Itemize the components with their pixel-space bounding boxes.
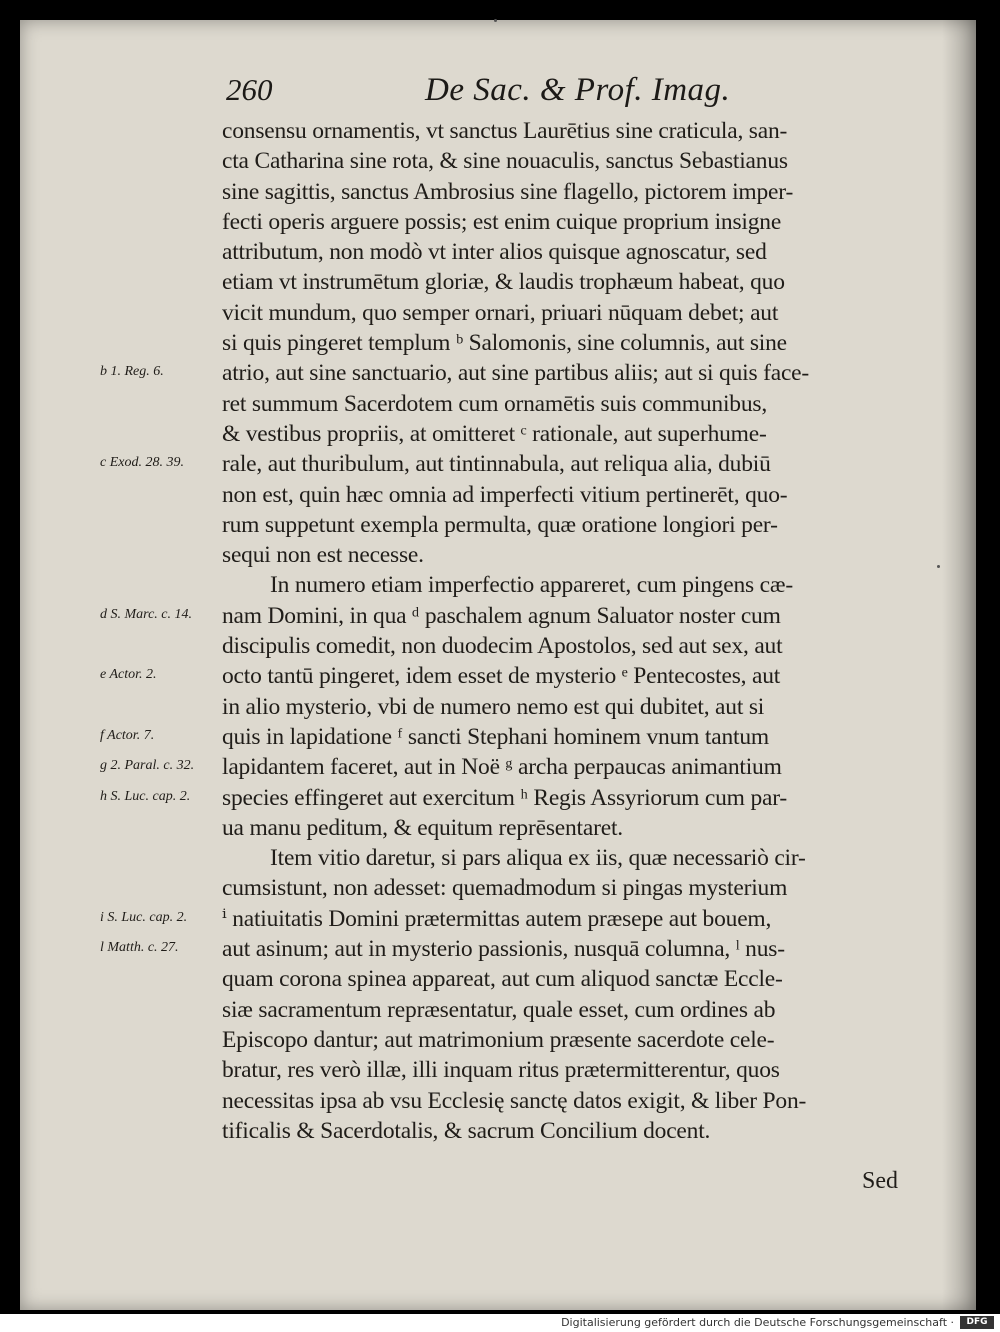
text-line: vicit mundum, quo semper ornari, priuari nūquam debet; aut — [222, 299, 779, 326]
text-line: attributum, non modò vt inter alios quisque agnoscatur, sed — [222, 239, 767, 266]
text-line: in alio mysterio, vbi de numero nemo est qui dubitet, aut si — [222, 693, 765, 720]
text-line: non est, quin hæc omnia ad imperfecti vitium pertinerēt, quo- — [222, 481, 788, 508]
funding-credit: Digitalisierung gefördert durch die Deutsche Forschungsgemeinschaft · — [561, 1316, 954, 1329]
margin-note: d S. Marc. c. 14. — [100, 606, 193, 622]
dfg-logo: DFG — [960, 1316, 994, 1329]
book-page — [20, 20, 976, 1310]
text-line: consensu ornamentis, vt sanctus Laurētius sine craticula, san- — [222, 118, 788, 144]
text-line: rum suppetunt exempla permulta, quæ oratione longiori per- — [222, 511, 778, 538]
text-line: cta Catharina sine rota, & sine nouaculis, sanctus Sebastianus — [222, 148, 788, 175]
margin-note: i S. Luc. cap. 2. — [100, 909, 188, 925]
margin-note: b 1. Reg. 6. — [100, 364, 164, 380]
text-line: ret summum Sacerdotem cum ornamētis suis communibus, — [222, 390, 768, 417]
text-line: atrio, aut sine sanctuario, aut sine partibus aliis; aut si quis face- — [222, 360, 810, 387]
text-line: ua manu peditum, & equitum reprēsentaret. — [222, 814, 623, 841]
text-line: siæ sacramentum repræsentatur, quale esset, cum ordines ab — [222, 996, 776, 1023]
text-line: sine sagittis, sanctus Ambrosius sine flagello, pictorem imper- — [222, 178, 794, 205]
margin-note: f Actor. 7. — [100, 728, 155, 743]
text-line: si quis pingeret templum ᵇ Salomonis, sine columnis, aut sine — [222, 330, 787, 357]
text-line: cumsistunt, non adesset: quemadmodum si pingas mysterium — [222, 875, 788, 902]
text-line: nam Domini, in qua ᵈ paschalem agnum Saluator noster cum — [222, 602, 781, 629]
margin-note: h S. Luc. cap. 2. — [100, 788, 191, 804]
text-line: ⁱ natiuitatis Domini prætermittas autem præsepe aut bouem, — [222, 905, 772, 932]
text-line: fecti operis arguere possis; est enim cuique proprium insigne — [222, 208, 782, 235]
ink-spot — [937, 565, 940, 568]
body-text — [222, 116, 912, 1146]
margin-note: e Actor. 2. — [100, 667, 157, 683]
text-line: quam corona spinea appareat, aut cum aliquod sanctæ Eccle- — [222, 966, 783, 993]
text-line: rale, aut thuribulum, aut tintinnabula, aut reliqua alia, dubiū — [222, 451, 771, 478]
text-line: tificalis & Sacerdotalis, & sacrum Concilium docent. — [222, 1117, 711, 1144]
text-line: species effingeret aut exercitum ʰ Regis Assyriorum cum par- — [222, 784, 788, 811]
text-line: quis in lapidatione ᶠ sancti Stephani hominem vnum tantum — [222, 723, 769, 750]
text-line: lapidantem faceret, aut in Noë ᵍ archa perpaucas animantium — [222, 754, 782, 781]
ink-spot — [494, 19, 497, 22]
text-line: In numero etiam imperfectio appareret, cum pingens cæ- — [270, 572, 793, 599]
catchword: Sed — [862, 1168, 898, 1194]
text-line: & vestibus propriis, at omitteret ᶜ rationale, aut superhume- — [222, 420, 767, 447]
margin-note: l Matth. c. 27. — [100, 940, 179, 956]
margin-note: g 2. Paral. c. 32. — [100, 758, 195, 774]
text-line: sequi non est necesse. — [222, 542, 424, 569]
text-line: bratur, res verò illæ, illi inquam ritus prætermitterentur, quos — [222, 1057, 780, 1084]
page-header — [20, 72, 976, 116]
page-number: 260 — [226, 72, 273, 107]
text-line: Episcopo dantur; aut matrimonium præsente sacerdote cele- — [222, 1026, 775, 1053]
running-title: De Sac. & Prof. Imag. — [425, 72, 731, 108]
text-line: necessitas ipsa ab vsu Ecclesię sanctę datos exigit, & liber Pon- — [222, 1087, 807, 1114]
text-line: octo tantū pingeret, idem esset de mysterio ᵉ Pentecostes, aut — [222, 663, 781, 690]
margin-note: c Exod. 28. 39. — [100, 455, 184, 471]
text-line: aut asinum; aut in mysterio passionis, nusquā columna, ˡ nus- — [222, 936, 785, 963]
footer-bar — [0, 1314, 1000, 1332]
text-line: discipulis comedit, non duodecim Apostolos, sed aut sex, aut — [222, 633, 783, 660]
text-line: Item vitio daretur, si pars aliqua ex iis, quæ necessariò cir- — [270, 845, 806, 872]
text-line: etiam vt instrumētum gloriæ, & laudis trophæum habeat, quo — [222, 269, 785, 296]
